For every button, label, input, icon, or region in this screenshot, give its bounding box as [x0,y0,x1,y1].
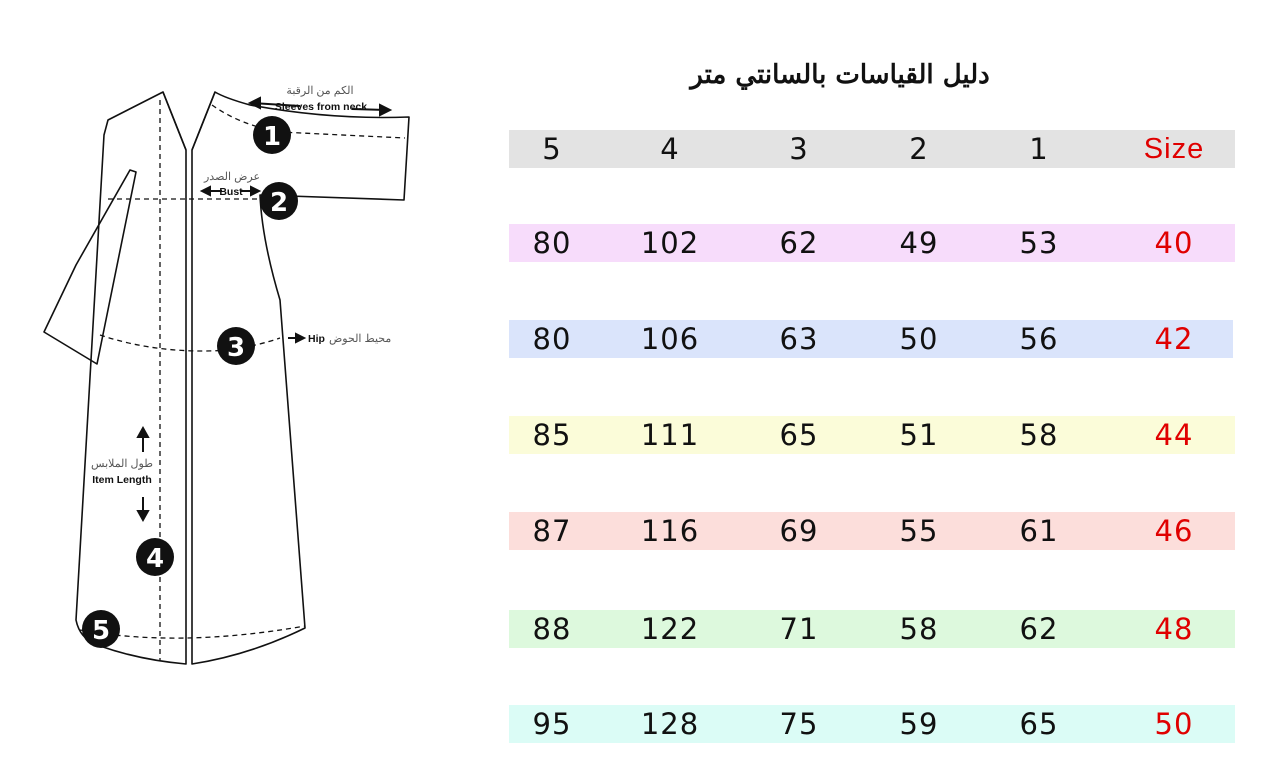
bust-label-en: Bust [219,186,243,198]
cell-col-3: 75 [779,707,819,741]
header-col-3: 3 [789,132,809,166]
marker-3 [217,327,255,365]
cell-size: 42 [1154,322,1194,356]
page-title: دليل القياسات بالسانتي متر [690,60,990,90]
header-col-2: 2 [909,132,929,166]
cell-size: 40 [1154,226,1194,260]
cell-col-2: 55 [899,514,939,548]
cell-col-3: 62 [779,226,819,260]
cell-col-3: 69 [779,514,819,548]
cell-col-4: 128 [640,707,700,741]
cell-size: 44 [1154,418,1194,452]
marker-5 [82,610,120,648]
header-col-5: 5 [542,132,562,166]
cell-col-1: 53 [1019,226,1059,260]
header-size: Size [1143,133,1205,165]
cell-col-2: 49 [899,226,939,260]
svg-text:4: 4 [145,544,165,574]
cell-col-1: 62 [1019,612,1059,646]
cell-size: 48 [1154,612,1194,646]
cell-size: 46 [1154,514,1194,548]
bust-label-ar: عرض الصدر [203,171,261,183]
marker-4 [136,538,174,576]
table-header-row [509,130,1235,168]
sleeves-label-en: Sleeves from neck [274,101,368,113]
table-row [509,705,1235,743]
cell-col-3: 71 [779,612,819,646]
cell-col-1: 61 [1019,514,1059,548]
cell-col-1: 65 [1019,707,1059,741]
marker-1 [253,116,291,154]
hip-label-en: Hip [308,333,325,345]
hip-label-ar: محيط الحوض [329,333,392,345]
cell-col-2: 59 [899,707,939,741]
header-col-1: 1 [1029,132,1049,166]
cell-col-4: 106 [640,322,700,356]
svg-text:5: 5 [91,616,111,646]
cell-col-4: 111 [640,418,700,452]
svg-text:2: 2 [269,188,289,218]
cell-col-2: 50 [899,322,939,356]
cell-size: 50 [1154,707,1194,741]
svg-text:1: 1 [262,122,282,152]
cell-col-3: 65 [779,418,819,452]
table-row [509,320,1233,358]
table-row [509,512,1235,550]
cell-col-5: 85 [532,418,572,452]
cell-col-4: 122 [640,612,700,646]
cell-col-5: 87 [532,514,572,548]
length-label-ar: طول الملابس [91,458,153,470]
sleeves-label-ar: الكم من الرقبة [286,85,354,97]
cell-col-1: 56 [1019,322,1059,356]
cell-col-4: 116 [640,514,700,548]
cell-col-1: 58 [1019,418,1059,452]
length-label-en: Item Length [92,474,152,486]
garment-left-panel [76,92,186,664]
table-row [509,416,1235,454]
svg-text:3: 3 [226,333,246,363]
garment-measurement-diagram [0,0,500,766]
cell-col-5: 80 [532,322,572,356]
cell-col-5: 95 [532,707,572,741]
table-row [509,610,1235,648]
table-row [509,224,1235,262]
marker-2 [260,182,298,220]
garment-left-sleeve [44,170,136,364]
cell-col-4: 102 [640,226,700,260]
cell-col-3: 63 [779,322,819,356]
cell-col-5: 88 [532,612,572,646]
cell-col-2: 58 [899,612,939,646]
cell-col-2: 51 [899,418,939,452]
cell-col-5: 80 [532,226,572,260]
header-col-4: 4 [660,132,680,166]
